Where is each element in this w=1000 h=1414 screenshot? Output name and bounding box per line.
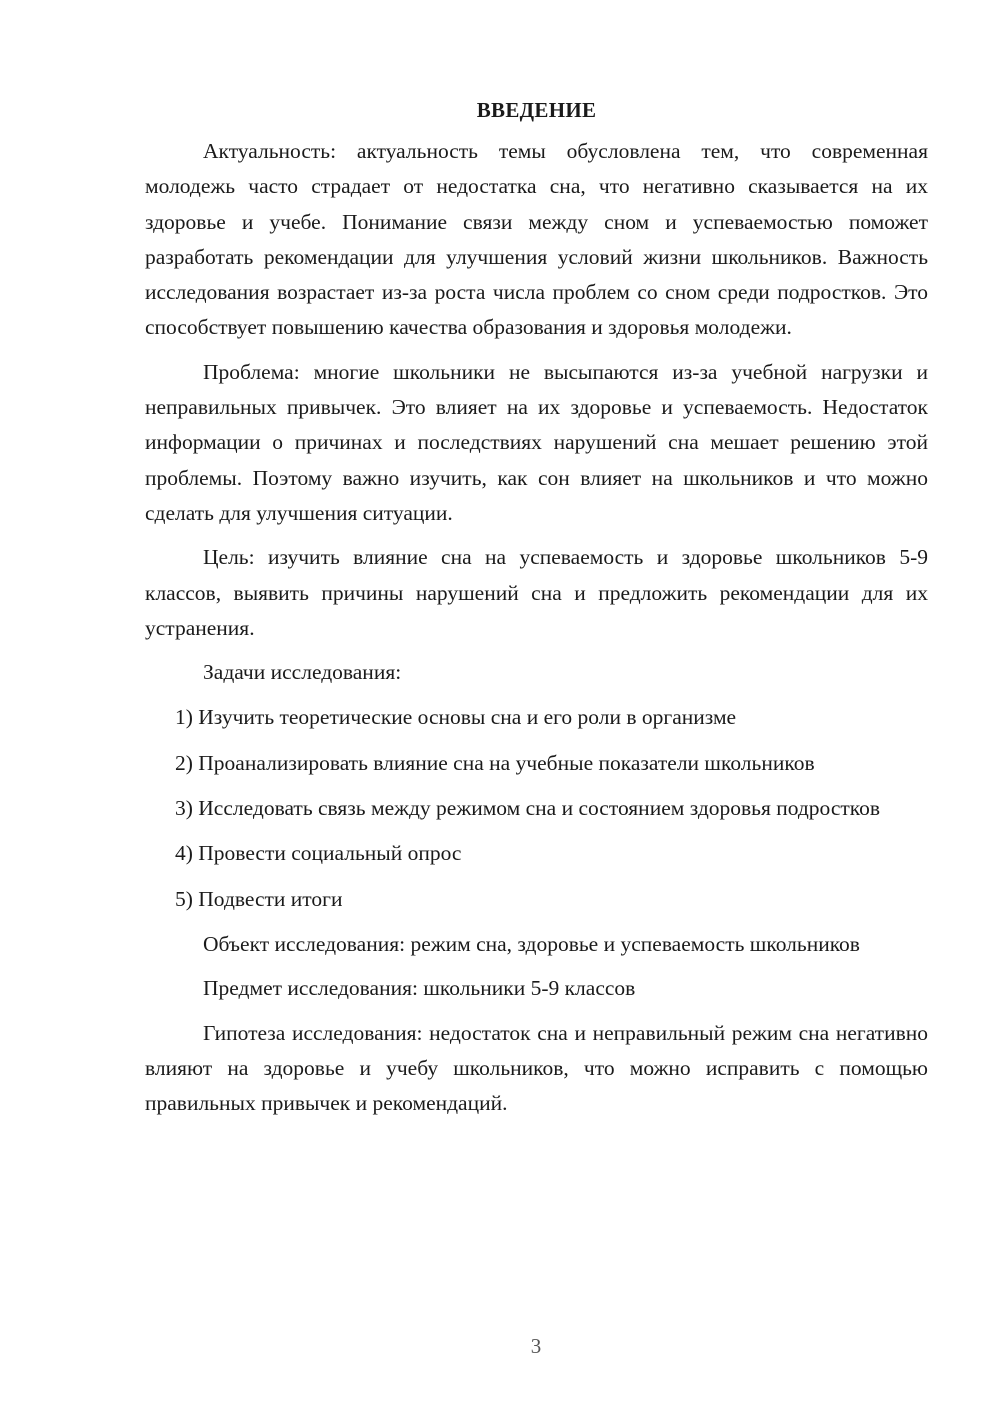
task-item: 4) Провести социальный опрос — [175, 841, 462, 866]
relevance-paragraph: Актуальность: актуальность темы обусловлена тем, что современная молодежь часто страдает от недостатка сна, что негативно сказывается на их здоровье и учебе. Понимание связи между сном и успеваемостью поможет разработать рекомендации для улучшения условий жизни школьников. Важность исследования возрастает из-за роста числа проблем со сном среди подростков. Это способствует повышению качества образования и здоровья молодежи. — [145, 139, 928, 340]
task-item: 5) Подвести итоги — [175, 886, 343, 911]
object-paragraph: Объект исследования: режим сна, здоровье и успеваемость школьников — [203, 931, 860, 956]
page-number: 3 — [530, 1334, 542, 1358]
goal-paragraph: Цель: изучить влияние сна на успеваемость и здоровье школьников 5-9 классов, выявить причины нарушений сна и предложить рекомендации для их устранения. — [145, 545, 928, 640]
task-item: 2) Проанализировать влияние сна на учебные показатели школьников — [175, 750, 815, 775]
subject-paragraph: Предмет исследования: школьники 5-9 классов — [203, 976, 636, 1001]
hypothesis-paragraph: Гипотеза исследования: недостаток сна и неправильный режим сна негативно влияют на здоровье и учебу школьников, что можно исправить с помощью правильных привычек и рекомендаций. — [145, 1020, 928, 1116]
tasks-heading: Задачи исследования: — [203, 660, 402, 685]
task-item: 3) Исследовать связь между режимом сна и состоянием здоровья подростков — [175, 796, 881, 821]
problem-paragraph: Проблема: многие школьники не высыпаются из-за учебной нагрузки и неправильных привычек. Это влияет на их здоровье и успеваемость. Недостаток информации о причинах и последствиях нарушений сна мешает решению этой проблемы. Поэтому важно изучить, как сон влияет на школьников и что можно сделать для улучшения ситуации. — [145, 359, 928, 525]
page-title: ВВЕДЕНИЕ — [476, 98, 597, 122]
task-item: 1) Изучить теоретические основы сна и его роли в организме — [175, 705, 737, 730]
document-page — [145, 96, 928, 1130]
